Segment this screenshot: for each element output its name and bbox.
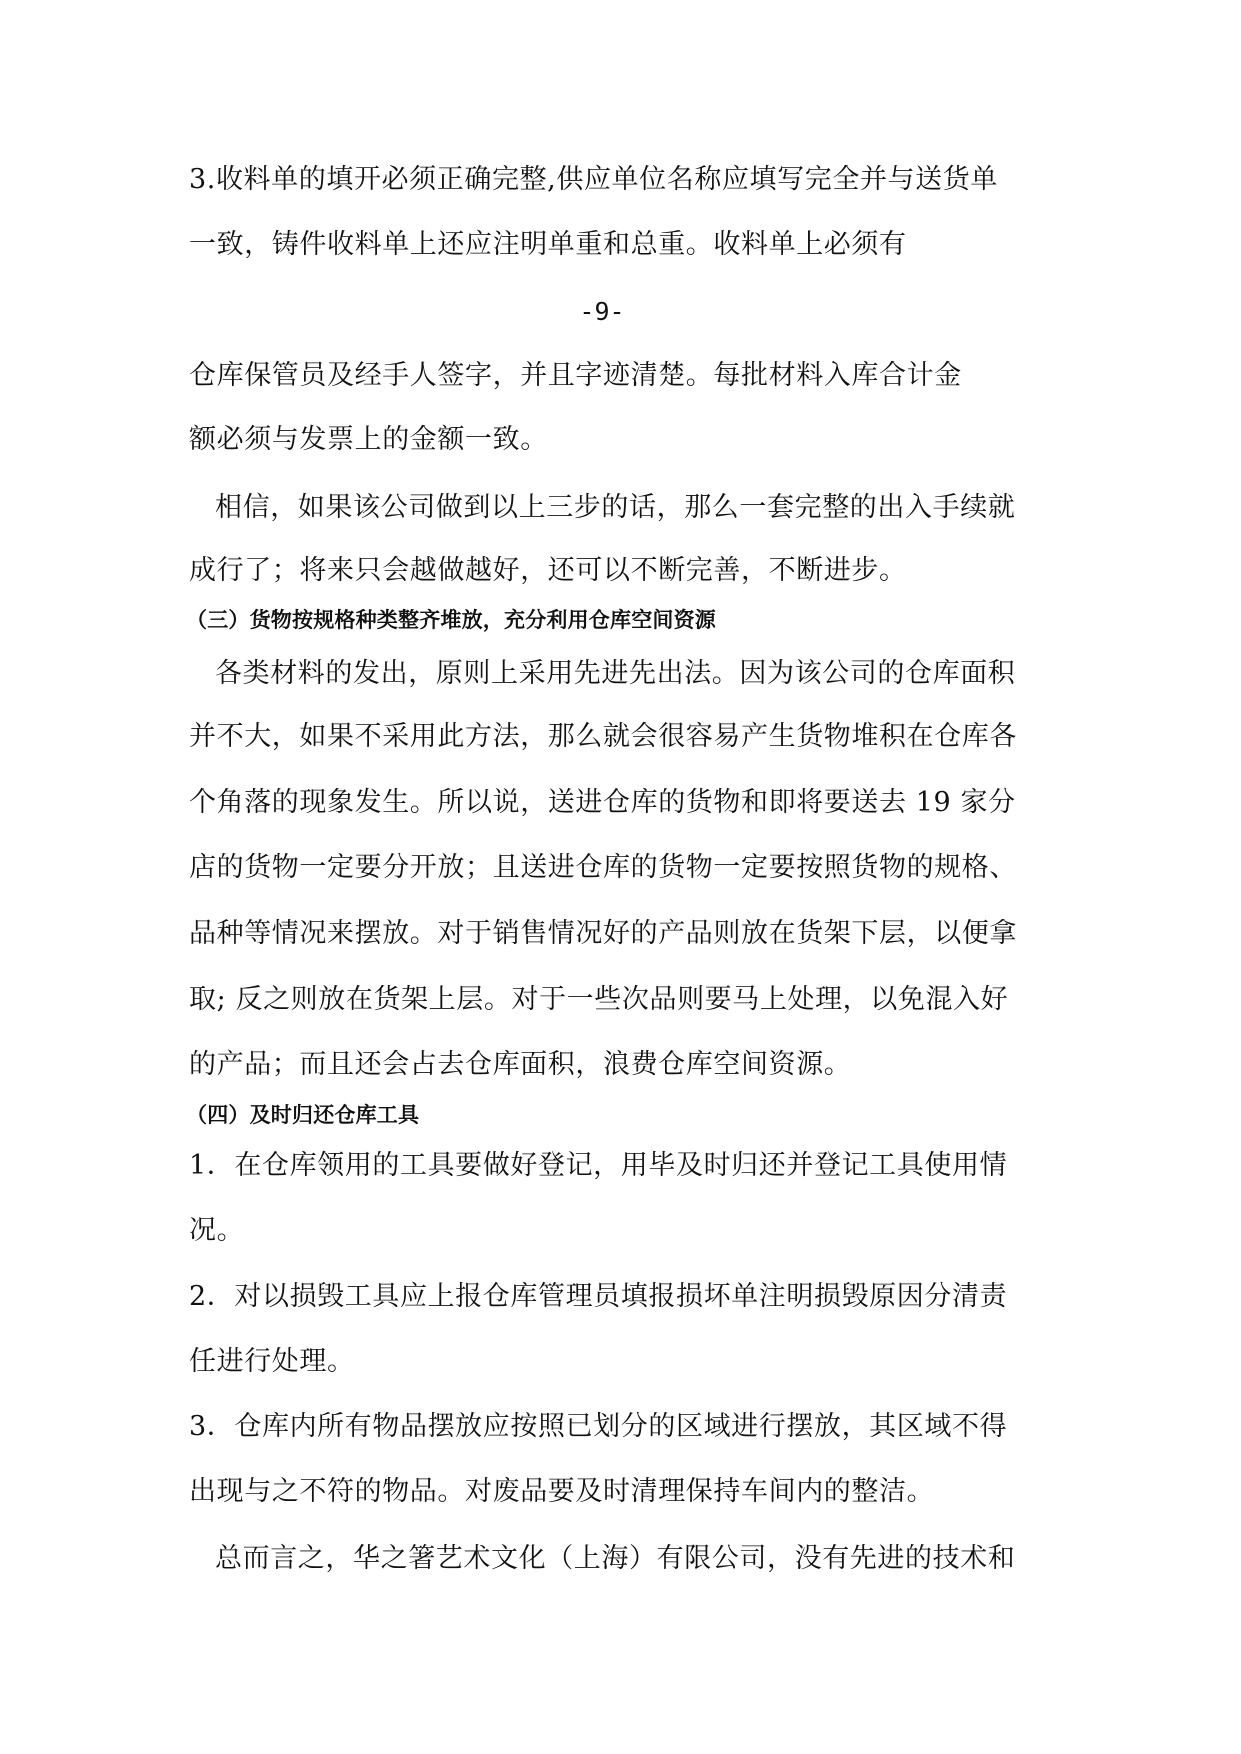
text-line: 各类材料的发出，原则上采用先进先出法。因为该公司的仓库面积 <box>215 658 1016 689</box>
page-number: -9- <box>579 297 625 326</box>
text-line: 一致，铸件收料单上还应注明单重和总重。收料单上必须有 <box>189 229 907 260</box>
text-line: 额必须与发票上的金额一致。 <box>189 424 548 455</box>
section-heading: （四）及时归还仓库工具 <box>186 1103 420 1127</box>
text-line: 仓库保管员及经手人签字，并且字迹清楚。每批材料入库合计金 <box>189 360 962 391</box>
text-line: 店的货物一定要分开放；且送进仓库的货物一定要按照货物的规格、 <box>189 852 1017 883</box>
text-line: 成行了；将来只会越做越好，还可以不断完善，不断进步。 <box>189 555 907 586</box>
text-line: 个角落的现象发生。所以说，送进仓库的货物和即将要送去 19 家分 <box>189 787 1016 818</box>
text-line: 总而言之，华之箸艺术文化（上海）有限公司，没有先进的技术和 <box>215 1543 1016 1574</box>
text-line: 3．仓库内所有物品摆放应按照已划分的区域进行摆放，其区域不得 <box>189 1411 1008 1442</box>
text-line: 出现与之不符的物品。对废品要及时清理保持车间内的整洁。 <box>189 1476 935 1507</box>
text-line: 取; 反之则放在货架上层。对于一些次品则要马上处理，以免混入好 <box>189 984 1009 1015</box>
text-line: 1．在仓库领用的工具要做好登记，用毕及时归还并登记工具使用情 <box>189 1150 1008 1181</box>
text-line: 相信，如果该公司做到以上三步的话，那么一套完整的出入手续就 <box>215 492 1016 523</box>
text-line: 任进行处理。 <box>189 1346 355 1377</box>
text-line: 品种等情况来摆放。对于销售情况好的产品则放在货架下层，以便拿 <box>189 918 1017 949</box>
text-line: 并不大，如果不采用此方法，那么就会很容易产生货物堆积在仓库各 <box>189 721 1017 752</box>
text-line: 2．对以损毁工具应上报仓库管理员填报损坏单注明损毁原因分清责 <box>189 1281 1008 1312</box>
text-line: 况。 <box>189 1215 245 1246</box>
text-line: 的产品；而且还会占去仓库面积，浪费仓库空间资源。 <box>189 1049 852 1080</box>
section-heading: （三）货物按规格种类整齐堆放，充分利用仓库空间资源 <box>186 608 716 632</box>
text-line: 3.收料单的填开必须正确完整,供应单位名称应填写完全并与送货单 <box>189 164 998 195</box>
